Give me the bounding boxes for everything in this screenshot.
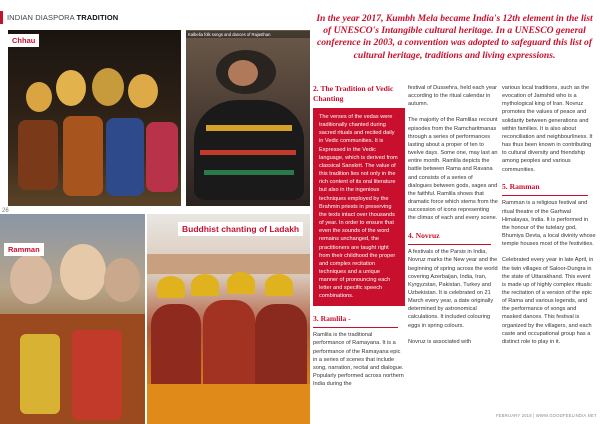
heading-ramlila: 3. Ramlila - [313,313,351,323]
novruz-traditions: various local traditions, such as the evocation of Jamshid who is a mythological king of Iran. Novruz promotes the values of peace and solidarity between generations and within families. It is also about reconciliation and neighbourliness. It has thus been known in contributing to cultural diversity and friendship among peoples and various communities. [502,85,593,173]
section-header [7,13,118,22]
novruz-text: A festivals of the Parsis in India, Novruz marks the New year and the beginning of spring across the world covering Azerbaijan, India, Iran, Kyrgyzstan, Pakistan, Turkey and Uzbekistan. It is celebrated on 21 March every year, a date originally determined by astronomical calculations. It included colouring eggs in spring colours. [408,249,498,329]
text-column-3 [502,84,596,346]
ramman-celebration: Celebrated every year in late April, in the twin villages of Saloor-Dungra in the state of Uttarakhand. This event is made up of highly complex rituals: the recitation of a version of the epic of Rama and various legends, and the performance of songs and masked dances. This festival is organized by the villagers, and each caste and occupational group has a distinct role to play in it. [502,257,594,345]
heading-rule [502,195,588,196]
ramman-text: Ramman is a religious festival and ritual theatre of the Garhwal Himalayas, India. It is performed in the honour of the tutelary god, Bhumiya Devta, a local divinity whose temple houses most of the festivities. [502,200,596,248]
header-accent-bar [0,11,3,24]
pull-quote: In the year 2017, Kumbh Mela became India's 12th element in the list of UNESCO's Intangible cultural heritage. In a UNESCO general conference in 2003, a convention was adopted to safeguard this list of cultural heritage, traditions and living expressions. [316,13,593,61]
novruz-continued: Novruz is associated with [408,338,472,345]
chhau-label: Chhau [8,34,39,47]
heading-novruz: 4. Novruz [408,230,440,240]
ramman-label: Ramman [4,243,44,256]
heading-ramman: 5. Ramman [502,181,540,191]
ramlila-text: Ramlila is the traditional performance of Ramayana. It is a performance of the Ramayana epic in a series of scenes that include song, narration, recital and dialogue. Popularly performed across northern India during the [313,332,404,388]
kalbelia-caption: Kalbelia folk songs and dances of Rajasthan [186,31,310,38]
page-number: 26 [2,208,9,214]
ladakh-label: Buddhist chanting of Ladakh [178,222,303,236]
chhau-photo [8,30,181,206]
heading-rule [408,244,491,245]
vedic-chanting-box: The verses of the vedas were traditionally chanted during sacred rituals and recited daily in Vedic communities. It is Expressed in the Vedic language, which is derived from classical Sanskrit. The value of this tradition lies not only in the rich content of its oral literature but also in the ingenious techniques employed by the Brahmin priests in preserving the texts intact over thousands of year. In order to ensure that even the sounds of the word remains unchanged, the practitioners are taught right from their childhood the proper and complex recitation techniques and a unique manner of pronouncing each letter and specific speech combinations. [313,108,405,306]
kalbelia-photo [186,30,310,206]
text-column-1 [313,84,405,388]
text-column-2 [408,84,498,346]
section-name: INDIAN DIASPORA [7,13,75,22]
heading-vedic-chanting: 2. The Tradition of Vedic Chanting [313,84,394,103]
section-name-bold: TRADITION [76,13,119,22]
heading-rule [313,327,398,328]
ladakh-photo [147,214,310,424]
ramlila-continued: festival of Dussehra, held each year according to the ritual calendar in autumn. [408,85,497,108]
ramlila-episodes: The majority of the Ramlilas recount episodes from the Ramcharitmanas through a series of performances lasting about a proper of ten to twelve days. Some one, may last an entire month. Ramlila depicts the battle between Rama and Ravana and consists of a series of dialogues between gods, sages and the faithful. Ramlila shows that dramatic force which stems from the succession of icons representing the climax of each and every scene. [408,117,498,222]
page-footer: FEBRUARY 2018 | WWW.GOODFEELINDIA.NET [496,413,597,418]
